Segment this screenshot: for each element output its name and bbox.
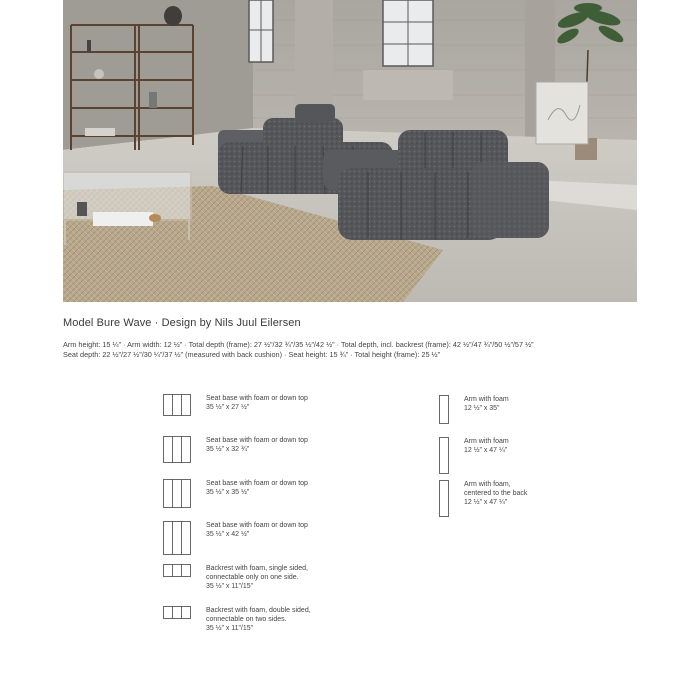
- module-note: connectable on two sides.: [206, 616, 287, 623]
- arm-centered-icon: [439, 480, 449, 517]
- module-label: Backrest with foam, single sided,: [206, 565, 308, 572]
- specs-line-1: Arm height: 15 ¼” · Arm width: 12 ½” · Total depth (frame): 27 ½”/32 ¾”/35 ½”/42 ½” · Total depth, incl. backrest (frame): 42 ½”/47 ¾”/50 ½”/57 ½”: [63, 340, 534, 349]
- module-label: Backrest with foam, double sided,: [206, 607, 311, 614]
- module-label: Arm with foam,: [464, 481, 511, 488]
- module-label: Seat base with foam or down top: [206, 395, 308, 402]
- module-label: Arm with foam: [464, 438, 509, 445]
- page-title: Model Bure Wave · Design by Nils Juul Eilersen: [63, 317, 301, 329]
- seat-base-icon: [163, 479, 191, 508]
- module-size: 35 ½” x 11”/15”: [206, 625, 253, 632]
- arm-icon: [439, 395, 449, 424]
- module-size: 35 ½” x 42 ½”: [206, 531, 250, 538]
- specs-line-2: Seat depth: 22 ½”/27 ½”/30 ¼”/37 ½” (measured with back cushion) · Seat height: 15 ¾” · Total height (frame): 25 ½”: [63, 350, 441, 359]
- product-photo: [63, 0, 637, 302]
- seat-base-icon: [163, 394, 191, 416]
- module-size: 35 ½” x 11”/15”: [206, 583, 253, 590]
- module-size: 35 ½” x 27 ½”: [206, 404, 250, 411]
- module-label: Seat base with foam or down top: [206, 437, 308, 444]
- dimension-specs: [63, 340, 653, 360]
- module-note: connectable only on one side.: [206, 574, 299, 581]
- backrest-double-icon: [163, 606, 191, 619]
- module-size: 12 ½” x 47 ¼”: [464, 447, 508, 454]
- module-size: 35 ½” x 35 ½”: [206, 489, 250, 496]
- module-size: 12 ½” x 35”: [464, 405, 500, 412]
- module-note: centered to the back: [464, 490, 528, 497]
- module-size: 35 ½” x 32 ¾”: [206, 446, 250, 453]
- seat-base-icon: [163, 436, 191, 463]
- module-label: Seat base with foam or down top: [206, 480, 308, 487]
- arm-icon: [439, 437, 449, 474]
- module-label: Seat base with foam or down top: [206, 522, 308, 529]
- seat-base-icon: [163, 521, 191, 555]
- backrest-single-icon: [163, 564, 191, 577]
- module-label: Arm with foam: [464, 396, 509, 403]
- module-size: 12 ½” x 47 ¼”: [464, 499, 508, 506]
